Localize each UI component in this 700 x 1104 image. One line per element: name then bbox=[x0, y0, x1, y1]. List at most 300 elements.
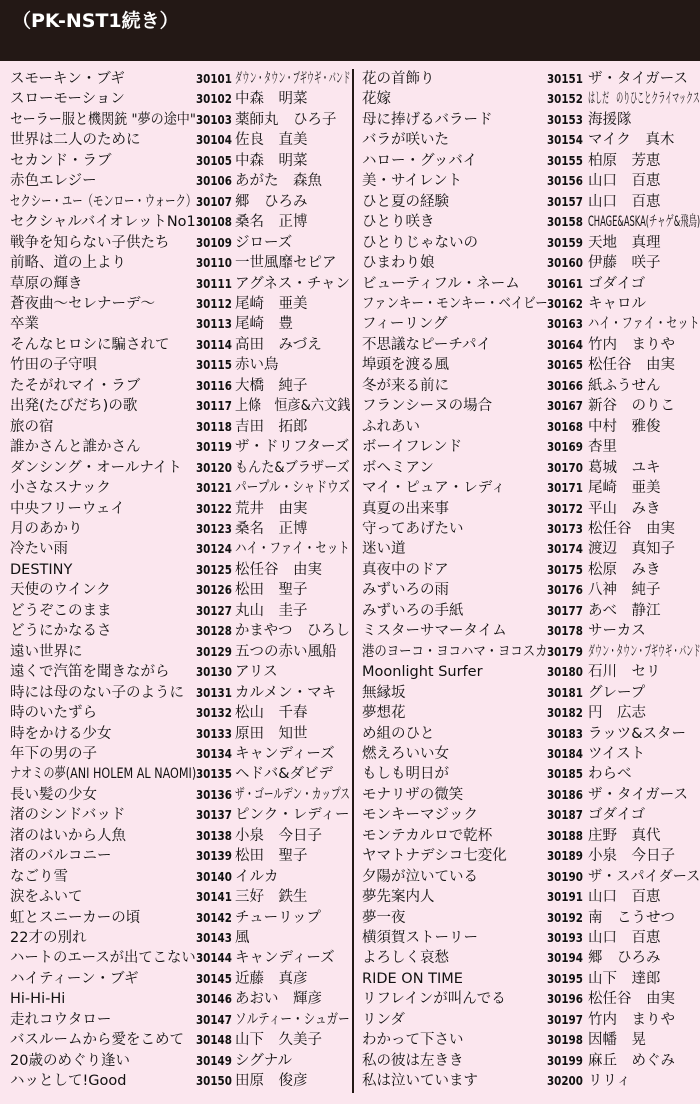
song-row bbox=[356, 621, 700, 641]
song-artist: カルメン・マキ bbox=[235, 684, 337, 701]
song-artist: 柏原 芳恵 bbox=[588, 152, 661, 169]
song-number: 30194 bbox=[547, 951, 583, 966]
song-row bbox=[356, 294, 700, 314]
song-row bbox=[0, 110, 352, 130]
song-row bbox=[356, 580, 700, 600]
song-title: 不思議なピーチパイ bbox=[362, 336, 492, 353]
header-bar bbox=[0, 0, 700, 61]
song-artist: はしだ のりひことクライマックス bbox=[588, 91, 700, 108]
song-title: みずいろの手紙 bbox=[362, 602, 464, 619]
song-number: 30125 bbox=[196, 562, 232, 577]
song-artist: 新谷 のりこ bbox=[588, 398, 675, 415]
song-row bbox=[356, 867, 700, 887]
song-number: 30190 bbox=[547, 869, 583, 884]
song-number: 30103 bbox=[196, 112, 232, 127]
song-title: なごり雪 bbox=[10, 868, 68, 885]
song-number: 30160 bbox=[547, 256, 583, 271]
song-row bbox=[0, 683, 352, 703]
song-number: 30164 bbox=[547, 337, 583, 352]
song-artist: 天地 真理 bbox=[588, 234, 661, 251]
song-row bbox=[356, 601, 700, 621]
song-artist: ハイ・ファイ・セット bbox=[588, 316, 700, 333]
song-artist: 桑名 正博 bbox=[235, 520, 308, 537]
song-artist: 風 bbox=[235, 930, 250, 947]
song-row bbox=[356, 764, 700, 784]
song-row bbox=[356, 192, 700, 212]
song-artist: 尾崎 亜美 bbox=[588, 480, 661, 497]
song-row bbox=[0, 662, 352, 682]
song-title: 真夜中のドア bbox=[362, 561, 449, 578]
song-row bbox=[0, 867, 352, 887]
song-row bbox=[356, 376, 700, 396]
song-row bbox=[356, 560, 700, 580]
song-row bbox=[356, 744, 700, 764]
song-title: 出発(たびだち)の歌 bbox=[10, 398, 138, 415]
song-number: 30143 bbox=[196, 931, 232, 946]
song-artist: 松任谷 由実 bbox=[588, 357, 675, 374]
song-row bbox=[0, 69, 352, 89]
song-row bbox=[0, 621, 352, 641]
song-number: 30106 bbox=[196, 174, 232, 189]
song-title: 天使のウインク bbox=[10, 582, 111, 599]
song-artist: 山口 百恵 bbox=[588, 930, 661, 947]
song-row bbox=[356, 478, 700, 498]
song-number: 30140 bbox=[196, 869, 232, 884]
song-number: 30107 bbox=[196, 194, 232, 209]
song-title: 卒業 bbox=[10, 316, 39, 333]
song-row bbox=[356, 458, 700, 478]
song-title: 22才の別れ bbox=[10, 930, 87, 947]
song-artist: マイク 真木 bbox=[588, 132, 675, 149]
song-title: ミスターサマータイム bbox=[362, 623, 507, 640]
song-row bbox=[0, 519, 352, 539]
song-row bbox=[356, 253, 700, 273]
song-title: 花の首飾り bbox=[362, 71, 435, 87]
song-row bbox=[0, 826, 352, 846]
song-row bbox=[0, 969, 352, 989]
song-number: 30149 bbox=[196, 1053, 232, 1068]
song-number: 30123 bbox=[196, 521, 232, 536]
song-row bbox=[356, 539, 700, 559]
song-number: 30135 bbox=[196, 767, 232, 782]
song-artist: 近藤 真彦 bbox=[235, 970, 308, 987]
song-number: 30177 bbox=[547, 603, 583, 618]
song-number: 30155 bbox=[547, 153, 583, 168]
song-title: 時をかける少女 bbox=[10, 725, 112, 742]
song-number: 30118 bbox=[196, 419, 232, 434]
song-artist: ラッツ&スター bbox=[588, 725, 687, 742]
song-row bbox=[356, 151, 700, 171]
song-row bbox=[356, 355, 700, 375]
song-row bbox=[356, 908, 700, 928]
song-artist: 因幡 晃 bbox=[588, 1032, 646, 1049]
song-number: 30152 bbox=[547, 92, 583, 107]
song-row bbox=[0, 478, 352, 498]
song-number: 30184 bbox=[547, 746, 583, 761]
song-artist: 松任谷 由実 bbox=[588, 991, 675, 1008]
song-number: 30169 bbox=[547, 440, 583, 455]
song-number: 30147 bbox=[196, 1012, 232, 1027]
song-artist: アグネス・チャン bbox=[235, 275, 350, 292]
song-artist: ザ・タイガース bbox=[588, 786, 689, 803]
song-number: 30132 bbox=[196, 706, 232, 721]
song-artist: ザ・ドリフターズ bbox=[235, 439, 350, 456]
song-number: 30139 bbox=[196, 849, 232, 864]
song-number: 30117 bbox=[196, 399, 232, 414]
song-number: 30172 bbox=[547, 501, 583, 516]
song-artist: キャンディーズ bbox=[235, 950, 335, 967]
song-row bbox=[356, 233, 700, 253]
song-row bbox=[356, 969, 700, 989]
song-title: 長い髪の少女 bbox=[10, 786, 97, 803]
song-title: 冬が来る前に bbox=[362, 377, 449, 394]
song-artist: あおい 輝彦 bbox=[235, 991, 322, 1008]
song-title: もしも明日が bbox=[362, 766, 449, 783]
song-title: たそがれマイ・ラブ bbox=[10, 377, 141, 394]
song-row bbox=[0, 580, 352, 600]
song-artist: 桑名 正博 bbox=[235, 214, 308, 231]
song-title: 渚のシンドバッド bbox=[10, 807, 126, 824]
song-number: 30153 bbox=[547, 112, 583, 127]
song-number: 30173 bbox=[547, 521, 583, 536]
song-title: 夢想花 bbox=[362, 705, 406, 722]
song-title: みずいろの雨 bbox=[362, 582, 449, 599]
song-title: 埠頭を渡る風 bbox=[362, 357, 449, 374]
song-artist: 大橋 純子 bbox=[235, 377, 308, 394]
song-number: 30183 bbox=[547, 726, 583, 741]
song-title: 迷い道 bbox=[362, 541, 406, 558]
song-number: 30122 bbox=[196, 501, 232, 516]
song-title: 私は泣いています bbox=[362, 1073, 478, 1090]
song-row bbox=[0, 274, 352, 294]
song-artist: 渡辺 真知子 bbox=[588, 541, 675, 558]
song-title: 渚のバルコニー bbox=[10, 848, 112, 865]
song-row bbox=[356, 989, 700, 1009]
song-row bbox=[0, 805, 352, 825]
song-artist: アリス bbox=[235, 664, 278, 681]
song-title: 夢先案内人 bbox=[362, 889, 435, 906]
song-artist: 赤い鳥 bbox=[235, 357, 279, 374]
song-title: 竹田の子守唄 bbox=[10, 357, 97, 374]
song-title: 世界は二人のために bbox=[10, 132, 141, 149]
song-row bbox=[0, 458, 352, 478]
song-artist: イルカ bbox=[235, 868, 279, 885]
song-artist: もんた&ブラザーズ bbox=[235, 459, 350, 476]
song-artist: キャンディーズ bbox=[235, 745, 335, 762]
song-artist: パープル・シャドウズ bbox=[235, 480, 350, 497]
song-row bbox=[0, 744, 352, 764]
song-title: モンキーマジック bbox=[362, 807, 478, 824]
song-row bbox=[0, 539, 352, 559]
song-title: セクシー・ユー（モンロー・ウォーク） bbox=[10, 193, 196, 210]
song-title: どうぞこのまま bbox=[10, 602, 112, 619]
song-number: 30116 bbox=[196, 378, 232, 393]
song-number: 30151 bbox=[547, 72, 583, 86]
song-number: 30113 bbox=[196, 317, 232, 332]
song-title: 旅の宿 bbox=[10, 418, 54, 435]
song-number: 30181 bbox=[547, 685, 583, 700]
song-number: 30137 bbox=[196, 808, 232, 823]
song-title: 守ってあげたい bbox=[362, 520, 464, 537]
song-row bbox=[356, 396, 700, 416]
song-number: 30126 bbox=[196, 583, 232, 598]
song-number: 30158 bbox=[547, 215, 583, 230]
song-title: セカンド・ラブ bbox=[10, 152, 112, 169]
song-title: どうにかなるさ bbox=[10, 623, 112, 640]
song-artist: 郷 ひろみ bbox=[588, 950, 661, 967]
song-artist: あべ 静江 bbox=[588, 602, 661, 619]
song-title: 母に捧げるバラード bbox=[362, 111, 493, 128]
song-number: 30111 bbox=[196, 276, 232, 291]
song-artist: 海援隊 bbox=[588, 111, 632, 128]
song-title: フィーリング bbox=[362, 316, 448, 333]
song-number: 30199 bbox=[547, 1053, 583, 1068]
song-artist: ゴダイゴ bbox=[588, 275, 646, 292]
song-title: ふれあい bbox=[362, 418, 420, 435]
song-number: 30188 bbox=[547, 828, 583, 843]
song-row bbox=[0, 396, 352, 416]
song-title: 夢一夜 bbox=[362, 909, 406, 926]
song-row bbox=[0, 212, 352, 232]
song-number: 30141 bbox=[196, 890, 232, 905]
song-number: 30138 bbox=[196, 828, 232, 843]
song-number: 30165 bbox=[547, 358, 583, 373]
song-number: 30196 bbox=[547, 992, 583, 1007]
song-row bbox=[0, 601, 352, 621]
song-title: セクシャルバイオレットNo1 bbox=[10, 214, 196, 231]
song-number: 30104 bbox=[196, 133, 232, 148]
song-number: 30176 bbox=[547, 583, 583, 598]
song-number: 30198 bbox=[547, 1033, 583, 1048]
song-list-right-column bbox=[356, 69, 700, 1092]
song-number: 30154 bbox=[547, 133, 583, 148]
song-row bbox=[356, 335, 700, 355]
song-row bbox=[0, 846, 352, 866]
song-row bbox=[0, 989, 352, 1009]
song-title: Moonlight Surfer bbox=[362, 664, 483, 681]
song-artist: 石川 セリ bbox=[588, 664, 661, 681]
song-artist: 八神 純子 bbox=[588, 582, 661, 599]
song-number: 30134 bbox=[196, 746, 232, 761]
song-artist: ゴダイゴ bbox=[588, 807, 646, 824]
song-number: 30189 bbox=[547, 849, 583, 864]
song-row bbox=[356, 805, 700, 825]
song-artist: 小泉 今日子 bbox=[235, 827, 322, 844]
song-artist: CHAGE&ASKA(チャゲ&飛鳥) bbox=[588, 214, 700, 231]
song-number: 30179 bbox=[547, 644, 583, 659]
song-row bbox=[356, 1051, 700, 1071]
song-number: 30146 bbox=[196, 992, 232, 1007]
song-number: 30170 bbox=[547, 460, 583, 475]
song-artist: 竹内 まりや bbox=[588, 336, 675, 353]
song-number: 30105 bbox=[196, 153, 232, 168]
song-row bbox=[356, 683, 700, 703]
song-title: 私の彼は左きき bbox=[362, 1052, 464, 1069]
song-row bbox=[356, 1071, 700, 1091]
song-number: 30129 bbox=[196, 644, 232, 659]
song-row bbox=[356, 417, 700, 437]
song-title: セーラー服と機関銃 "夢の途中" bbox=[10, 111, 196, 128]
song-number: 30174 bbox=[547, 542, 583, 557]
song-row bbox=[356, 212, 700, 232]
song-number: 30136 bbox=[196, 787, 232, 802]
song-number: 30166 bbox=[547, 378, 583, 393]
song-list-left-column bbox=[0, 69, 352, 1092]
song-number: 30192 bbox=[547, 910, 583, 925]
song-artist: 松任谷 由実 bbox=[235, 561, 322, 578]
song-artist: 山下 達郎 bbox=[588, 970, 661, 987]
song-row bbox=[0, 314, 352, 334]
song-row bbox=[0, 948, 352, 968]
song-number: 30127 bbox=[196, 603, 232, 618]
song-number: 30157 bbox=[547, 194, 583, 209]
song-artist: 杏里 bbox=[588, 439, 617, 456]
song-number: 30200 bbox=[547, 1074, 583, 1089]
song-number: 30161 bbox=[547, 276, 583, 291]
song-number: 30119 bbox=[196, 440, 232, 455]
song-artist: 一世風靡セピア bbox=[235, 255, 337, 272]
song-title: ハロー・グッバイ bbox=[362, 152, 478, 169]
song-title: 中央フリーウェイ bbox=[10, 500, 125, 517]
song-title: マイ・ピュア・レディ bbox=[362, 480, 506, 497]
song-artist: かまやつ ひろし bbox=[235, 623, 350, 640]
song-title: ヤマトナデシコ七変化 bbox=[362, 848, 507, 865]
song-artist: ダウン・タウン・ブギウギ・バンド bbox=[588, 643, 700, 660]
song-title: 渚のはいから人魚 bbox=[10, 827, 126, 844]
song-artist: 荒井 由実 bbox=[235, 500, 308, 517]
song-title: 美・サイレント bbox=[362, 173, 463, 190]
song-row bbox=[0, 417, 352, 437]
song-artist: 中村 雅俊 bbox=[588, 418, 661, 435]
song-artist: 紙ふうせん bbox=[588, 377, 661, 394]
song-number: 30167 bbox=[547, 399, 583, 414]
song-artist: 吉田 拓郎 bbox=[235, 418, 308, 435]
song-artist: リリィ bbox=[588, 1073, 631, 1090]
song-row bbox=[356, 887, 700, 907]
song-number: 30115 bbox=[196, 358, 232, 373]
song-artist: 中森 明菜 bbox=[235, 152, 308, 169]
song-title: 真夏の出来事 bbox=[362, 500, 449, 517]
song-number: 30195 bbox=[547, 971, 583, 986]
song-row bbox=[356, 69, 700, 89]
song-title: 涙をふいて bbox=[10, 889, 83, 906]
song-row bbox=[0, 499, 352, 519]
song-artist: 原田 知世 bbox=[235, 725, 308, 742]
song-row bbox=[0, 89, 352, 109]
song-number: 30124 bbox=[196, 542, 232, 557]
song-number: 30178 bbox=[547, 624, 583, 639]
song-title: ボヘミアン bbox=[362, 459, 434, 476]
song-artist: わらべ bbox=[588, 766, 632, 783]
song-artist: 五つの赤い風船 bbox=[235, 643, 337, 660]
song-artist: 円 広志 bbox=[588, 705, 646, 722]
song-artist: チューリップ bbox=[235, 909, 321, 926]
song-title: ダンシング・オールナイト bbox=[10, 459, 182, 476]
song-number: 30163 bbox=[547, 317, 583, 332]
song-row bbox=[356, 785, 700, 805]
song-title: ファンキー・モンキー・ベイビー bbox=[362, 295, 548, 312]
song-number: 30182 bbox=[547, 706, 583, 721]
song-artist: ソルティー・シュガー bbox=[235, 1011, 350, 1028]
song-artist: 佐良 直美 bbox=[235, 132, 308, 149]
song-artist: 高田 みづえ bbox=[235, 336, 322, 353]
song-artist: キャロル bbox=[588, 295, 646, 312]
song-artist: 松山 千春 bbox=[235, 705, 308, 722]
song-row bbox=[356, 1030, 700, 1050]
song-artist: 葛城 ユキ bbox=[588, 459, 661, 476]
song-number: 30159 bbox=[547, 235, 583, 250]
song-title: 小さなスナック bbox=[10, 480, 111, 497]
song-row bbox=[0, 703, 352, 723]
song-number: 30121 bbox=[196, 481, 232, 496]
song-title: 花嫁 bbox=[362, 91, 391, 108]
song-artist: ザ・ゴールデン・カップス bbox=[235, 786, 350, 803]
song-title: 20歳のめぐり逢い bbox=[10, 1052, 130, 1069]
song-title: リンダ bbox=[362, 1011, 405, 1028]
song-title: 遠い世界に bbox=[10, 643, 83, 660]
song-artist: 薬師丸 ひろ子 bbox=[235, 111, 337, 128]
song-title: 草原の輝き bbox=[10, 275, 83, 292]
song-artist: あがた 森魚 bbox=[235, 173, 322, 190]
song-row bbox=[0, 887, 352, 907]
song-artist: 小泉 今日子 bbox=[588, 848, 675, 865]
song-title: 無縁坂 bbox=[362, 684, 406, 701]
song-row bbox=[0, 1010, 352, 1030]
song-row bbox=[0, 560, 352, 580]
song-number: 30191 bbox=[547, 890, 583, 905]
song-number: 30108 bbox=[196, 215, 232, 230]
song-row bbox=[356, 948, 700, 968]
song-title: モナリザの微笑 bbox=[362, 786, 464, 803]
song-row bbox=[0, 192, 352, 212]
song-row bbox=[356, 499, 700, 519]
song-title: バラが咲いた bbox=[362, 132, 449, 149]
song-title: ハッとして!Good bbox=[10, 1073, 127, 1090]
song-artist: ヘドバ&ダビデ bbox=[235, 766, 334, 783]
song-title: 月のあかり bbox=[10, 520, 83, 537]
song-title: 時には母のない子のように bbox=[10, 684, 184, 701]
song-number: 30187 bbox=[547, 808, 583, 823]
song-number: 30144 bbox=[196, 951, 232, 966]
song-row bbox=[0, 151, 352, 171]
song-title: DESTINY bbox=[10, 561, 73, 578]
song-number: 30185 bbox=[547, 767, 583, 782]
song-title: わかって下さい bbox=[362, 1032, 464, 1049]
song-number: 30133 bbox=[196, 726, 232, 741]
song-artist: 郷 ひろみ bbox=[235, 193, 308, 210]
song-number: 30131 bbox=[196, 685, 232, 700]
song-artist: ピンク・レディー bbox=[235, 807, 350, 824]
song-artist: 中森 明菜 bbox=[235, 91, 308, 108]
song-title: そんなヒロシに騙されて bbox=[10, 336, 170, 353]
song-row bbox=[0, 928, 352, 948]
song-title: スモーキン・ブギ bbox=[10, 71, 125, 87]
song-row bbox=[356, 110, 700, 130]
song-row bbox=[0, 171, 352, 191]
song-row bbox=[356, 437, 700, 457]
song-number: 30168 bbox=[547, 419, 583, 434]
song-row bbox=[356, 703, 700, 723]
song-row bbox=[0, 724, 352, 744]
song-row bbox=[356, 662, 700, 682]
song-artist: 丸山 圭子 bbox=[235, 602, 308, 619]
song-number: 30101 bbox=[196, 72, 232, 86]
song-row bbox=[0, 233, 352, 253]
song-artist: 南 こうせつ bbox=[588, 909, 675, 926]
song-artist: ツイスト bbox=[588, 745, 646, 762]
song-number: 30112 bbox=[196, 296, 232, 311]
song-row bbox=[356, 171, 700, 191]
